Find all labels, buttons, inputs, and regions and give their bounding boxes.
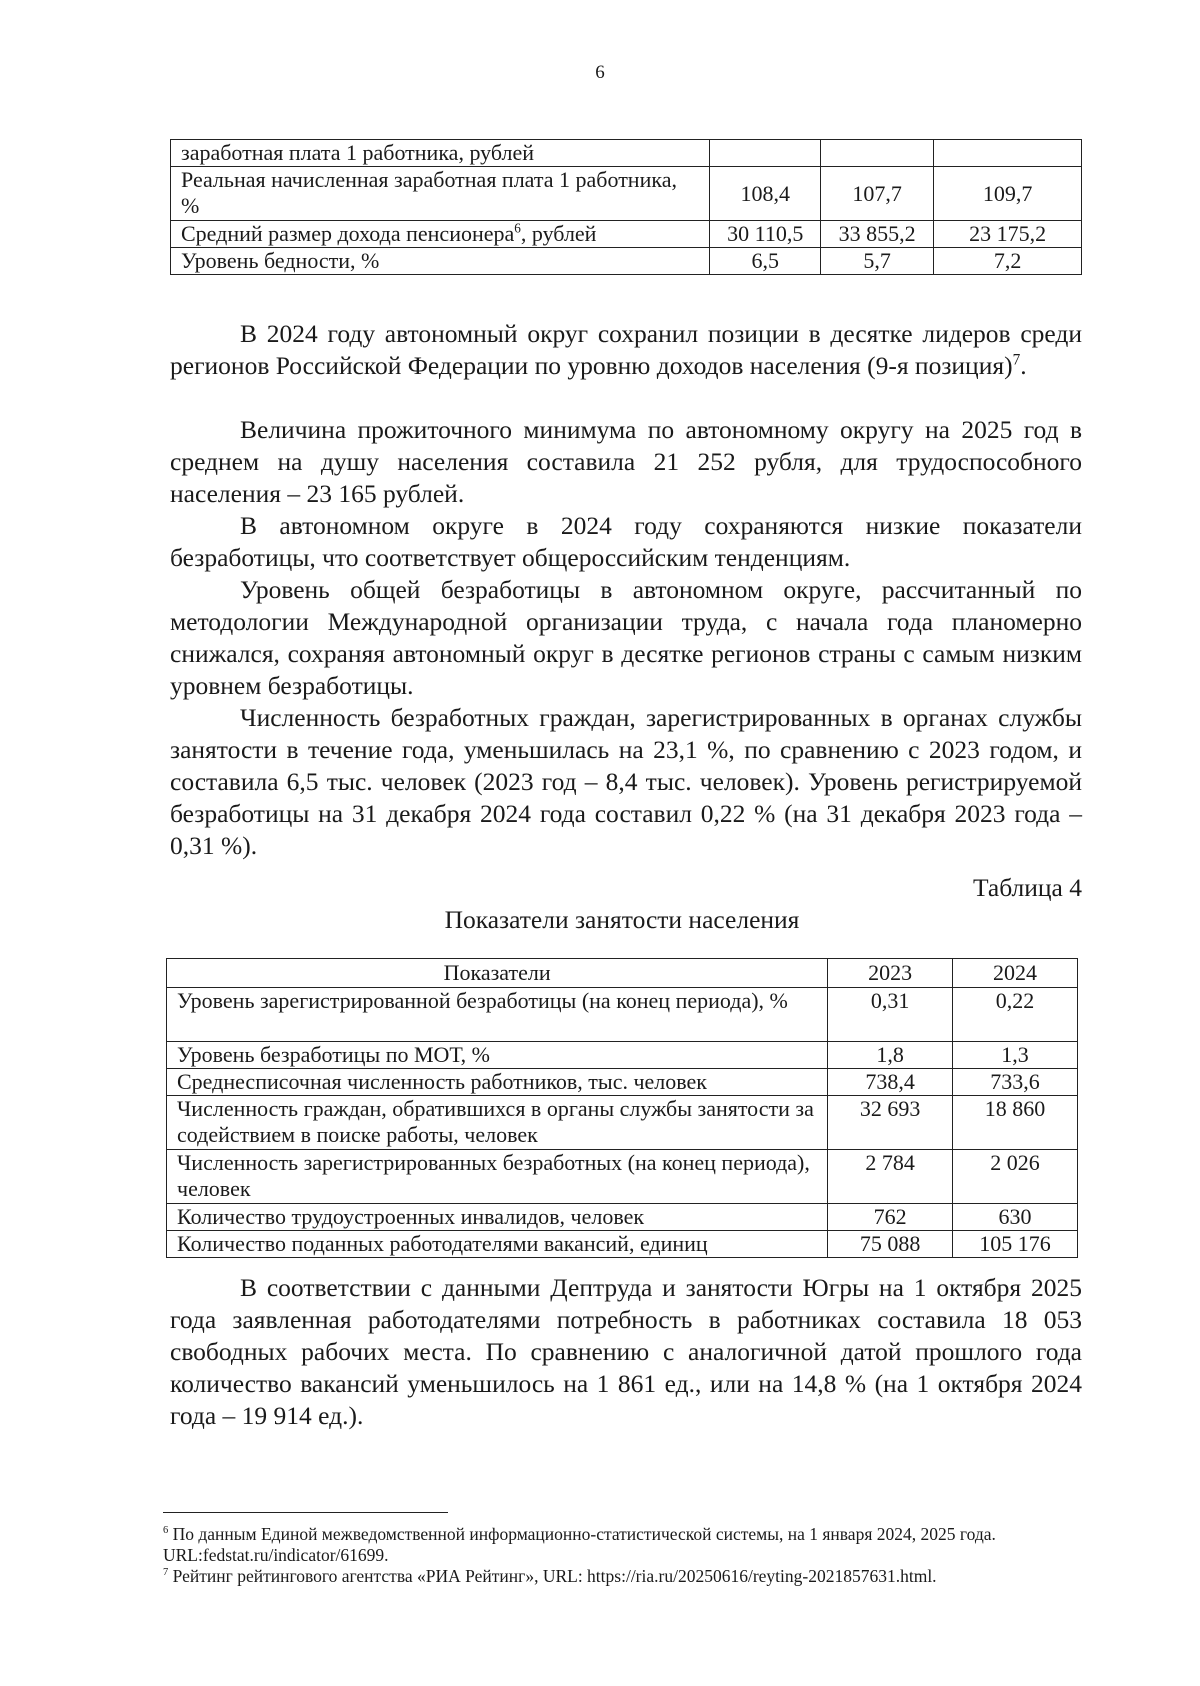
cell-value: 32 693	[828, 1096, 953, 1150]
paragraph-text: В 2024 году автономный округ сохранил позиции в десятке лидеров среди регионов Российской Федерации по уровню доходов населения (9-я позиция)	[170, 319, 1082, 380]
row-label: Уровень зарегистрированной безработицы (на конец периода), %	[167, 988, 828, 1042]
column-header: Показатели	[167, 959, 828, 988]
footnote-divider	[163, 1512, 448, 1513]
table-row	[167, 1204, 1078, 1231]
cell-value: 762	[828, 1204, 953, 1231]
row-label: Численность зарегистрированных безработных (на конец периода), человек	[167, 1150, 828, 1204]
footnote-text: Рейтинг рейтингового агентства «РИА Рейтинг», URL: https://ria.ru/20250616/reyting-2021857631.html.	[168, 1566, 937, 1586]
cell-value: 30 110,5	[710, 221, 821, 248]
cell-value: 0,22	[953, 988, 1078, 1042]
cell-value: 107,7	[821, 167, 934, 221]
table-row	[167, 1150, 1078, 1204]
paragraph: Уровень общей безработицы в автономном округе, рассчитанный по методологии Международной организации труда, с начала года планомерно снижался, сохраняя автономный округ в десятке регионов страны с самым низким уровнем безработицы.	[170, 575, 1082, 700]
cell-value: 5,7	[821, 248, 934, 275]
cell-value: 6,5	[710, 248, 821, 275]
paragraph: Величина прожиточного минимума по автономному округу на 2025 год в среднем на душу населения составила 21 252 рубля, для трудоспособного населения – 23 165 рублей.	[170, 415, 1082, 508]
row-label: Реальная начисленная заработная плата 1 работника, %	[171, 167, 710, 221]
paragraph-tail: .	[1020, 351, 1027, 380]
table-row	[171, 140, 1082, 167]
column-header: 2024	[953, 959, 1078, 988]
row-label: Численность граждан, обратившихся в органы службы занятости за содействием в поиске работы, человек	[167, 1096, 828, 1150]
row-label-tail: , рублей	[520, 221, 597, 246]
paragraph: В соответствии с данными Дептруда и занятости Югры на 1 октября 2025 года заявленная работодателями потребность в работниках составила 18 053 свободных рабочих места. По сравнению с аналогичной датой прошлого года количество вакансий уменьшилось на 1 861 ед., или на 14,8 % (на 1 октября 2024 года – 19 914 ед.).	[170, 1273, 1082, 1430]
table-title: Показатели занятости населения	[444, 905, 800, 934]
cell-value: 0,31	[828, 988, 953, 1042]
cell-value: 23 175,2	[934, 221, 1082, 248]
row-label: Количество трудоустроенных инвалидов, человек	[167, 1204, 828, 1231]
cell-value: 18 860	[953, 1096, 1078, 1150]
cell-value: 733,6	[953, 1069, 1078, 1096]
cell-value: 1,8	[828, 1042, 953, 1069]
footnotes	[163, 1524, 1083, 1587]
cell-value: 105 176	[953, 1231, 1078, 1258]
cell-value	[710, 140, 821, 167]
table-row	[171, 248, 1082, 275]
row-label: Среднесписочная численность работников, тыс. человек	[167, 1069, 828, 1096]
table-row	[171, 167, 1082, 221]
footnote-text: По данным Единой межведомственной информационно-статистической системы, на 1 января 2024, 2025 года. URL:fedstat.ru/indicator/61699.	[163, 1524, 996, 1565]
row-label: Уровень безработицы по МОТ, %	[167, 1042, 828, 1069]
employment-table	[166, 958, 1078, 1258]
table-row	[167, 1096, 1078, 1150]
paragraph: Численность безработных граждан, зарегистрированных в органах службы занятости в течение года, уменьшилась на 23,1 %, по сравнению с 2023 годом, и составила 6,5 тыс. человек (2023 год – 8,4 тыс. человек). Уровень регистрируемой безработицы на 31 декабря 2024 года составил 0,22 % (на 31 декабря 2023 года – 0,31 %).	[170, 703, 1082, 860]
footnote	[163, 1566, 1083, 1587]
cell-value: 2 784	[828, 1150, 953, 1204]
footnote-number: 7	[163, 1567, 169, 1579]
footnote-ref: 7	[1012, 351, 1021, 369]
table-row	[167, 988, 1078, 1042]
cell-value: 1,3	[953, 1042, 1078, 1069]
footnote-number: 6	[163, 1525, 169, 1537]
row-label-text: Средний размер дохода пенсионера	[181, 221, 515, 246]
cell-value	[934, 140, 1082, 167]
column-header: 2023	[828, 959, 953, 988]
row-label: Количество поданных работодателями вакансий, единиц	[167, 1231, 828, 1258]
table-row	[167, 1069, 1078, 1096]
table-row	[171, 221, 1082, 248]
income-table	[170, 139, 1082, 275]
footnote-ref: 6	[514, 220, 521, 236]
table-row	[167, 1231, 1078, 1258]
cell-value: 2 026	[953, 1150, 1078, 1204]
row-label: заработная плата 1 работника, рублей	[171, 140, 710, 167]
row-label	[171, 221, 710, 248]
cell-value: 109,7	[934, 167, 1082, 221]
cell-value: 33 855,2	[821, 221, 934, 248]
cell-value	[821, 140, 934, 167]
cell-value: 7,2	[934, 248, 1082, 275]
paragraph	[170, 318, 1082, 382]
row-label: Уровень бедности, %	[171, 248, 710, 275]
cell-value: 630	[953, 1204, 1078, 1231]
table-header-row	[167, 959, 1078, 988]
cell-value: 108,4	[710, 167, 821, 221]
page-number: 6	[595, 62, 605, 83]
cell-value: 75 088	[828, 1231, 953, 1258]
table-row	[167, 1042, 1078, 1069]
cell-value: 738,4	[828, 1069, 953, 1096]
paragraph: В автономном округе в 2024 году сохраняются низкие показатели безработицы, что соответствует общероссийским тенденциям.	[170, 511, 1082, 572]
table-label: Таблица 4	[972, 873, 1082, 902]
footnote	[163, 1524, 1083, 1566]
